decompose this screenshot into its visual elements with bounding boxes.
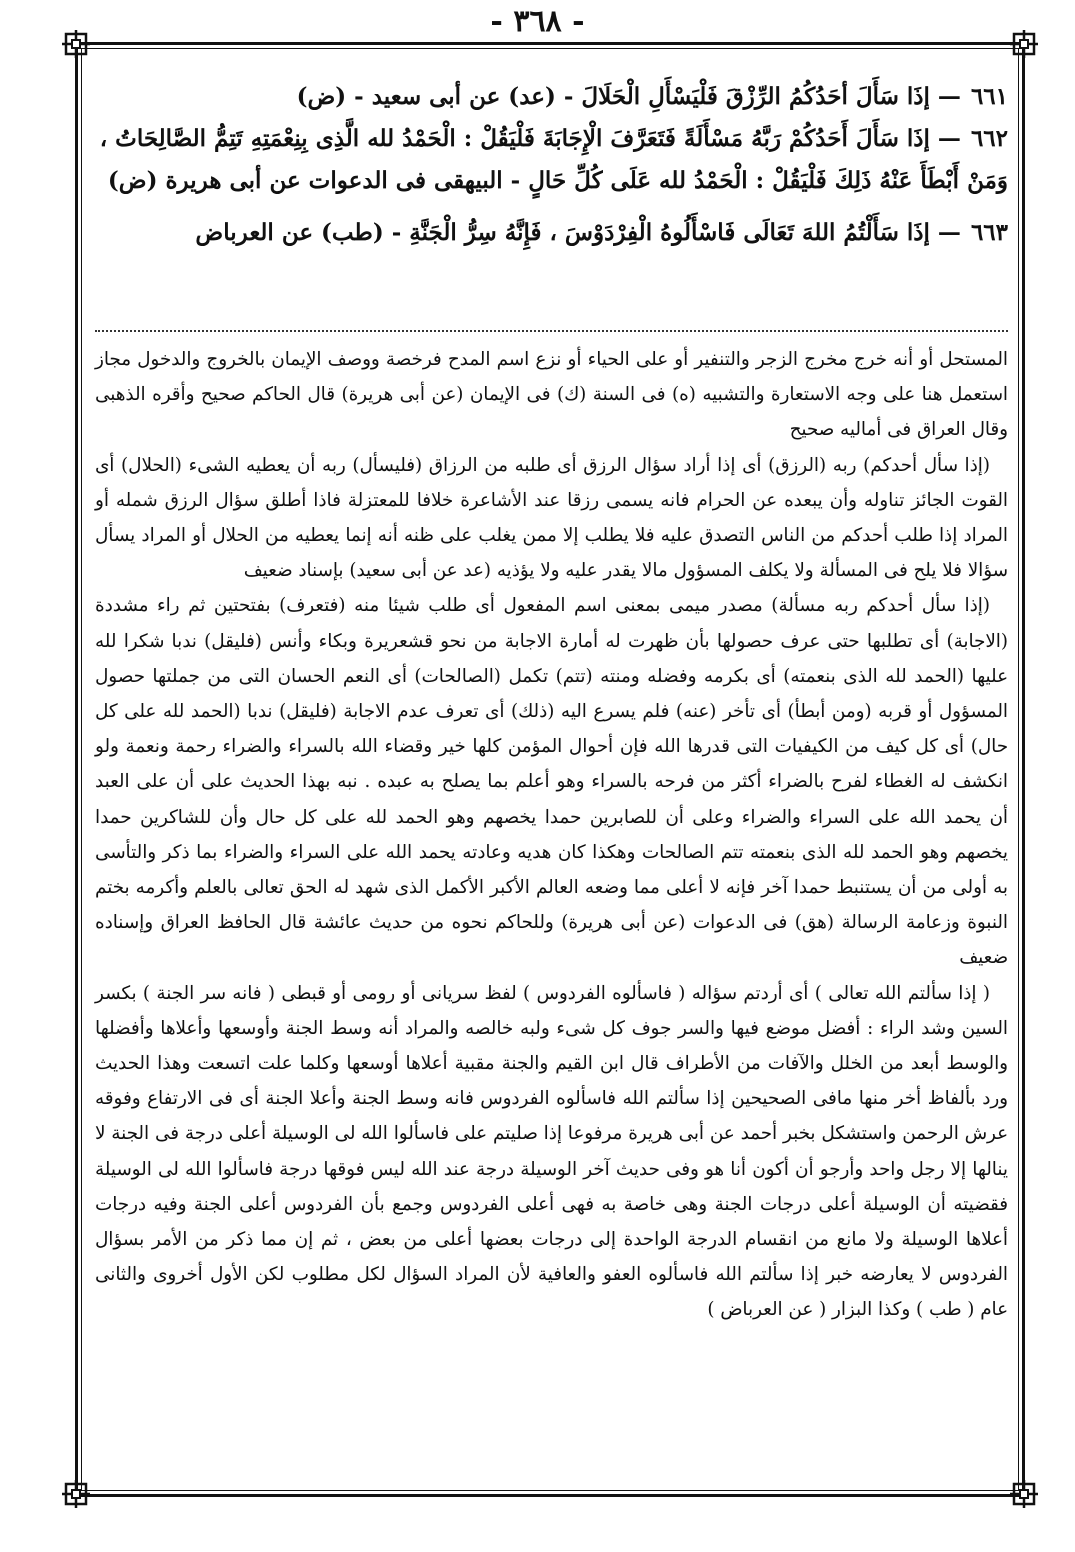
commentary-paragraph: (إذا سأل أحدكم ربه مسألة) مصدر ميمى بمعنى اسم المفعول أى طلب شيئا منه (فتعرف) بفتحتين ثم راء مشددة (الاجابة) أى تطلبها حتى عرف حصولها بأن ظهرت له أمارة الاجابة من نحو قشعريرة وبكاء وأنس (فليقل) ندبا شكرا لله عليها (الحمد لله الذى بنعمته) أى بكرمه وفضله ومنته (تتم) تكمل (الصالحات) أى النعم الحسان التى من جملتها حصول المسؤول أو قربه (ومن أبطأ) أى تأخر (عنه) فلم يسرع اليه (ذلك) أى تعرف عدم الاجابة (فليقل) ندبا (الحمد لله على كل حال) أى كل كيف من الكيفيات التى قدرها الله فإن أحوال المؤمن كلها خير وقضاء الله بالسراء والضراء رحمة ونعمة ولو انكشف له الغطاء لفرح بالضراء أكثر من فرحه بالسراء وهو أعلم بما يصلح به عبده . نبه بهذا الحديث على أن على العبد أن يحمد الله على السراء والضراء وعلى أن للصابرين حمدا يخصهم وهو الحمد لله على كل حال وأن للشاكرين حمدا يخصهم وهو الحمد لله الذى بنعمته تتم الصالحات وهكذا كان هديه وعادته يحمد الله على السراء والضراء بما ذكر والتأسى به أولى من أن يستنبط حمدا آخر فإنه لا أعلى مما وضعه العالم الأكبر الأكمل الذى شهد له الحق تعالى بالعلم وأكرمه بختم النبوة وزعامة الرسالة (هق) فى الدعوات (عن أبى هريرة) وللحاكم نحوه من حديث عائشة قال الحافظ العراق وإسناده ضعيف [95,595,1008,969]
frame-bottom-border-inner [75,1490,1025,1491]
commentary-section [95,342,1008,1328]
hadith-number: ٦٦٢ [970,125,1008,152]
hadith-662 [95,118,1008,202]
commentary-paragraph: (إذا سأل أحدكم) ربه (الرزق) أى إذا أراد سؤال الرزق أى طلبه من الرزاق (فليسأل) ربه أن يعطيه الشىء (الحلال) أى القوت الجائز تناوله وأن يبعده عن الحرام فانه يسمى رزقا عند الأشاعرة خلافا للمعتزلة فاذا أطلق سؤال الرزق شمله أو المراد إذا طلب أحدكم من الناس التصدق عليه فلا يطلب إلا ممن يغلب على ظنه أنه إنما يعطيه من الحلال أو المراد يسأل سؤالا فلا يلح فى المسألة ولا يكلف المسؤول مالا يقدر عليه ولا يؤذيه (عد عن أبى سعيد) بإسناد ضعيف [95,454,1008,582]
hadith-661 [95,76,1008,118]
hadith-section [95,76,1008,254]
corner-ornament-icon [1010,30,1038,58]
hadith-number: ٦٦٣ [970,219,1008,246]
commentary-paragraph: المستحل أو أنه خرج مخرج الزجر والتنفير أو على الحياء أو نزع اسم المدح فرخصة ووصف الإيمان بالخروج والدخول مجاز استعمل هنا على وجه الاستعارة والتشبيه (ه) فى السنة (ك) فى الإيمان (عن أبى هريرة) قال الحاكم صحيح وأقره الذهبى وقال العراق فى أماليه صحيح [95,349,1008,441]
hadith-663 [95,212,1008,254]
frame-top-border-inner [75,48,1025,49]
hadith-text: — إذَا سَأَلَ أحَدُكُمُ الرِّزْقَ فَلْيَسْأَلِ الْحَلَالَ - (عد) عن أبى سعيد - (ض) [296,83,961,110]
corner-ornament-icon [62,1480,90,1508]
hadith-text: — إذَا سَأَلْتُمُ اللهَ تَعَالَى فَاسْأَلُوهُ الْفِرْدَوْسَ ، فَإِنَّهُ سِرُّ الْجَنَّةِ - (طب) عن العرباض [195,219,961,246]
frame-right-border-inner [1018,48,1019,1491]
frame-top-border [75,42,1025,45]
commentary-paragraph: ( إذا سألتم الله تعالى ) أى أردتم سؤاله ( فاسألوه الفردوس ) لفظ سريانى أو رومى أو قبطى ( فانه سر الجنة ) بكسر السين وشد الراء : أفضل موضع فيها والسر جوف كل شىء ولبه خالصه والمراد أنه وسط الجنة وأوسعها وأعلاها وأفضلها والوسط أبعد من الخلل والآفات من الأطراف قال ابن القيم والجنة مقبية أعلاها أوسعها وكلما علت اتسعت وهذا الحديث ورد بألفاظ أخر منها مافى الصحيحين إذا سألتم الله فاسألوه الفردوس فانه وسط الجنة وأعلا الجنة أى فى الارتفاع وفوقه عرش الرحمن واستشكل بخبر أحمد عن أبى هريرة مرفوعا إذا صليتم على فاسألوا الله لى الوسيلة أعلى درجة فى الجنة لا ينالها إلا رجل واحد وأرجو أن أكون أنا هو وفى حديث آخر الوسيلة درجة عند الله ليس فوقها درجة فاسألوا الله لى الوسيلة فقضيته أن الوسيلة أعلى درجات الجنة وهى خاصة به فهى أعلى الفردوس وجمع بأن الفردوس أعلى الجنة وفيه درجات أعلاها الوسيلة ولا مانع من انقسام الدرجة الواحدة إلى درجات بعضها أعلى من بعض ، ثم إن مما ذكر من الأمر بسؤال الفردوس لا يعارضه خبر إذا سألتم الله فاسألوه العفو والعافية لأن المراد السؤال لكل مطلوب لكن الأول أخروى والثانى عام ( طب ) وكذا البزار ( عن العرباض ) [95,982,1008,1321]
frame-left-border [75,42,78,1497]
corner-ornament-icon [62,30,90,58]
page-number: - ٣٦٨ - [490,4,585,39]
section-divider [95,330,1008,332]
corner-ornament-icon [1010,1480,1038,1508]
frame-bottom-border [75,1494,1025,1497]
hadith-text: — إذَا سَأَلَ أَحَدُكُمْ رَبَّهُ مَسْأَلَةً فَتَعَرَّفَ الْإِجَابَةَ فَلْيَقُلْ : الْحَمْدُ لله الَّذِى بِنِعْمَتِهِ تَتِمُّ الصَّالِحَاتُ ، وَمَنْ أَبْطَأَ عَنْهُ ذَلِكَ فَلْيَقُلْ : الْحَمْدُ لله عَلَى كُلِّ حَالٍ - البيهقى فى الدعوات عن أبى هريرة (ض) [99,125,1008,194]
frame-left-border-inner [81,48,82,1491]
frame-right-border [1022,42,1025,1497]
hadith-number: ٦٦١ [970,83,1008,110]
